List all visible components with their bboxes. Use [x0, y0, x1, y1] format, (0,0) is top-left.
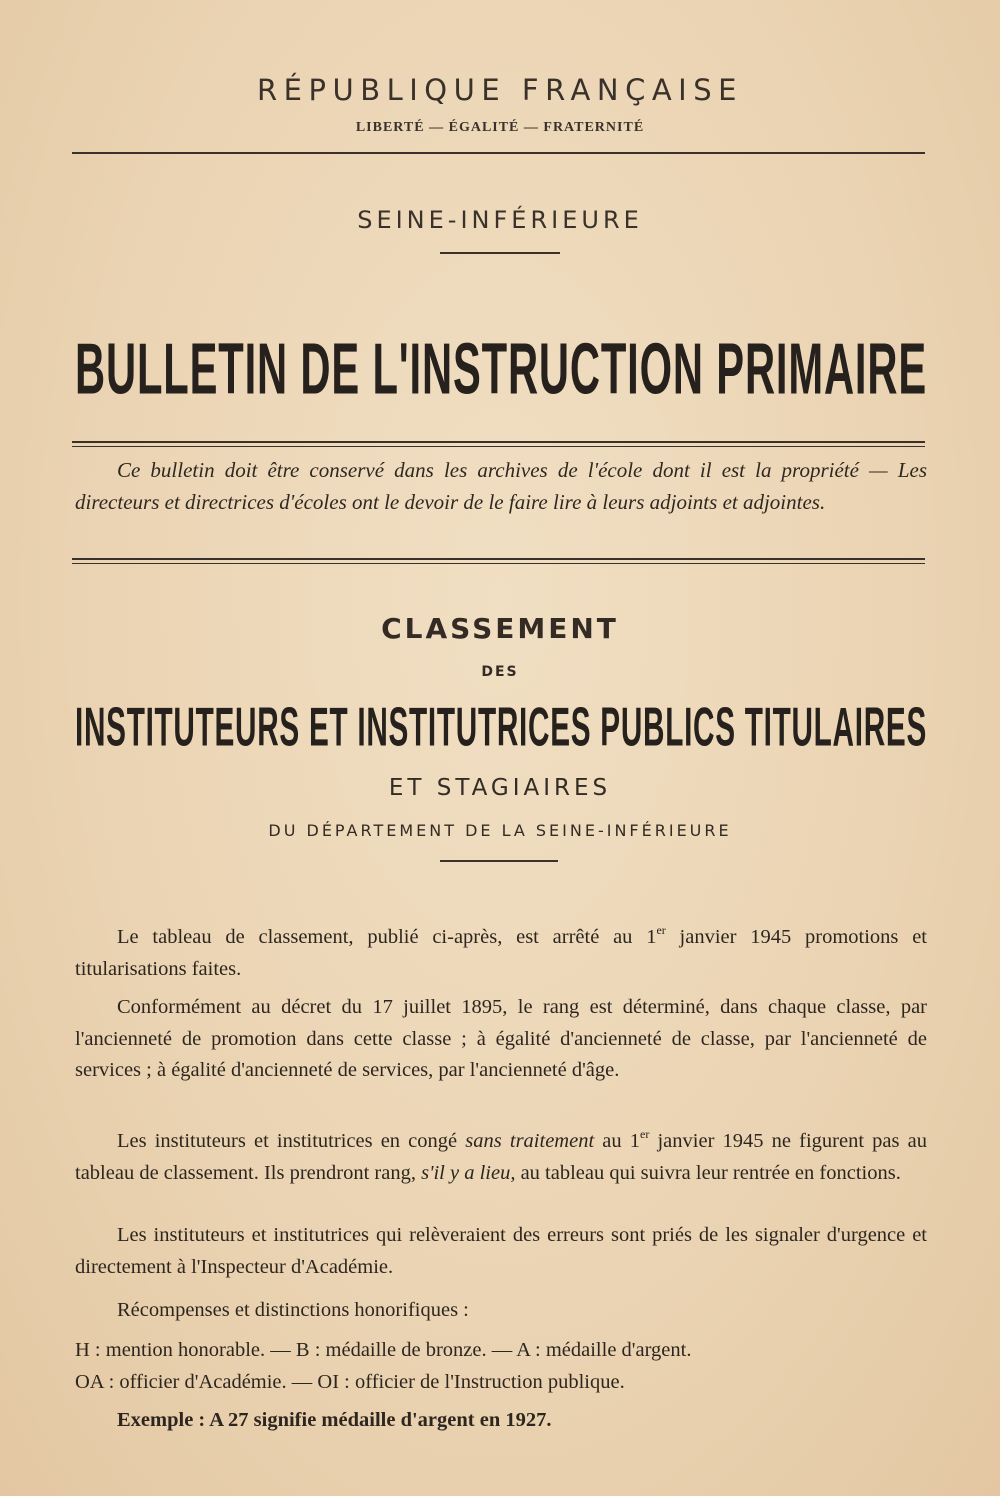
header-rule	[72, 152, 925, 154]
double-rule-bottom	[72, 558, 925, 564]
section-underline	[440, 860, 558, 862]
et-stagiaires: ET STAGIAIRES	[388, 775, 612, 801]
classement-heading: CLASSEMENT	[381, 612, 619, 645]
legend-line-2: OA : officier d'Académie. — OI : officier de l'Instruction publique.	[75, 1371, 625, 1393]
paragraph-2: Conformément au décret du 17 juillet 1895, le rang est déterminé, dans chaque classe, par l'ancienneté de promotion dans cette classe ; à égalité d'ancienneté de classe, par l'ancienneté de services ; à égalité d'ancienneté de services, par l'ancienneté d'âge.	[75, 996, 927, 1081]
p3-text-d: au tableau qui suivra leur rentrée en fonctions.	[515, 1161, 901, 1184]
republic-heading: RÉPUBLIQUE FRANÇAISE	[257, 73, 743, 107]
bulletin-title: BULLETIN DE L'INSTRUCTION PRIMAIRE	[75, 328, 927, 410]
notice-text: Ce bulletin doit être conservé dans les archives de l'école dont il est la propriété — Les directeurs et directrices d'écoles ont le devoir de le faire lire à leurs adjoints et adjointes.	[75, 458, 927, 514]
motto: LIBERTÉ — ÉGALITÉ — FRATERNITÉ	[355, 120, 645, 135]
p3-text-c: janvier 1945 ne figurent pas au tableau de classement. Ils prendront rang,	[75, 1130, 927, 1184]
paragraph-3	[75, 1126, 927, 1189]
department-heading: SEINE-INFÉRIEURE	[357, 206, 643, 234]
p3-text-a: Les instituteurs et institutrices en congé	[117, 1130, 466, 1152]
p3-text-b: au 1	[594, 1130, 641, 1152]
department-underline	[440, 252, 560, 254]
paragraph-4: Les instituteurs et institutrices qui relèveraient des erreurs sont priés de les signaler d'urgence et directement à l'Inspecteur d'Académie.	[75, 1224, 927, 1278]
legend-line-1: H : mention honorable. — B : médaille de bronze. — A : médaille d'argent.	[75, 1339, 692, 1361]
des-label: DES	[481, 664, 519, 680]
p3-sup: er	[640, 1127, 650, 1141]
p3-emphasis-1: sans traitement	[465, 1130, 595, 1152]
p1-sup: er	[656, 923, 666, 937]
classement-title: INSTITUTEURS ET INSTITUTRICES PUBLICS TITULAIRES	[75, 696, 927, 758]
p1-text-b: janvier 1945 promotions et titularisations faites.	[75, 926, 927, 980]
recompenses-heading: Récompenses et distinctions honorifiques :	[117, 1299, 469, 1321]
departement-line: DU DÉPARTEMENT DE LA SEINE-INFÉRIEURE	[268, 821, 732, 840]
example-line: Exemple : A 27 signifie médaille d'argent en 1927.	[117, 1409, 552, 1431]
p1-text-a: Le tableau de classement, publié ci-après, est arrêté au 1	[117, 926, 657, 948]
double-rule-top	[72, 441, 925, 447]
paragraph-1	[75, 922, 927, 985]
p3-emphasis-2: s'il y a lieu,	[421, 1161, 516, 1184]
